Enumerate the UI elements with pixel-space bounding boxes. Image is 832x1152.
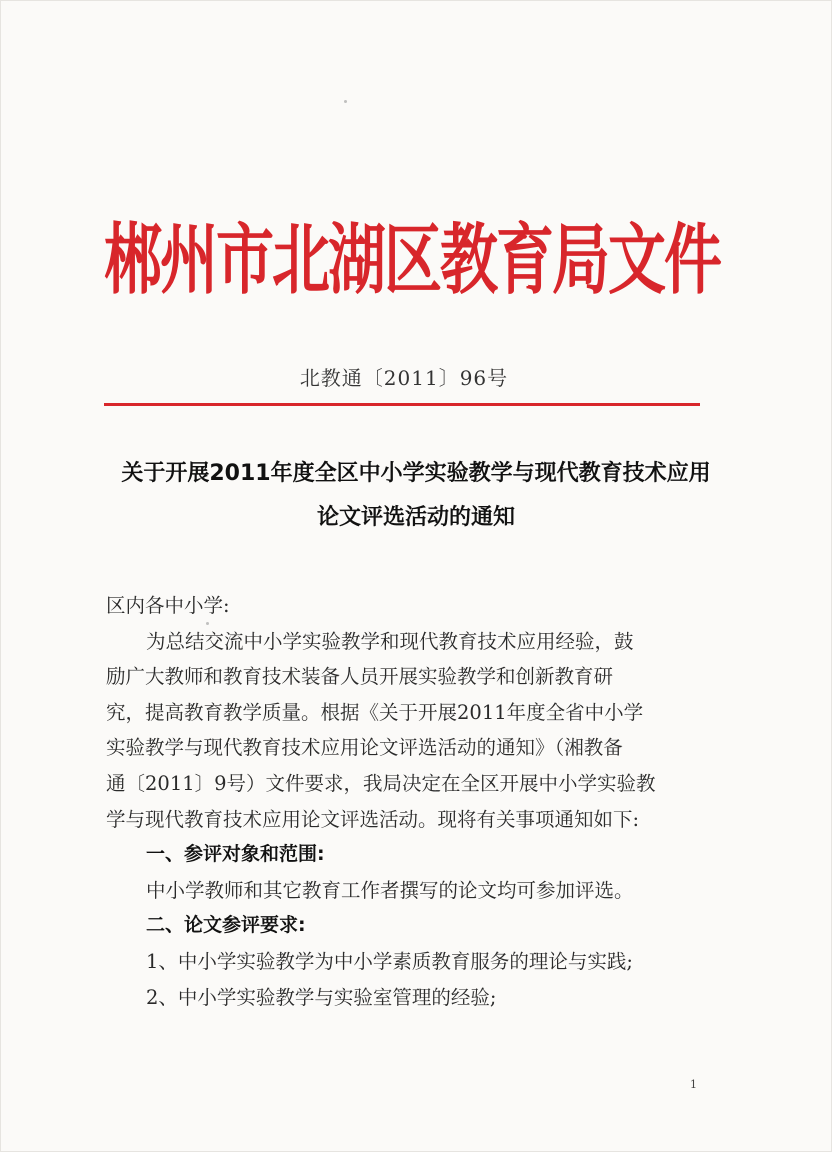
section-heading: 一、参评对象和范围: [146, 843, 325, 866]
section-heading: 二、论文参评要求: [146, 914, 306, 937]
paragraph-line: 通〔2011〕9号）文件要求，我局决定在全区开展中小学实验教 [106, 771, 656, 795]
notice-title [80, 452, 752, 540]
list-item: 1、中小学实验教学为中小学素质教育服务的理论与实践; [146, 949, 633, 973]
page-number: 1 [690, 1078, 697, 1091]
notice-body [106, 588, 706, 1015]
list-item: 2、中小学实验教学与实验室管理的经验; [146, 985, 497, 1009]
paper-speck [344, 100, 347, 103]
paragraph-line: 究，提高教育教学质量。根据《关于开展2011年度全省中小学 [106, 700, 644, 724]
issuing-authority-header: 郴州市北湖区教育局文件 [104, 215, 721, 305]
paragraph-line: 为总结交流中小学实验教学和现代教育技术应用经验，鼓 [146, 629, 634, 653]
paragraph-line: 励广大教师和教育技术装备人员开展实验教学和创新教育研 [106, 665, 614, 689]
section-text: 中小学教师和其它教育工作者撰写的论文均可参加评选。 [146, 878, 634, 902]
notice-title-line: 关于开展2011年度全区中小学实验教学与现代教育技术应用 [121, 461, 711, 486]
salutation: 区内各中小学: [106, 594, 230, 617]
red-separator-line [104, 403, 700, 406]
document-number: 北教通〔2011〕96号 [299, 366, 509, 390]
paragraph-line: 实验教学与现代教育技术应用论文评选活动的通知》（湘教备 [106, 736, 623, 760]
paragraph-line: 学与现代教育技术应用论文评选活动。现将有关事项通知如下: [106, 807, 640, 831]
notice-title-line: 论文评选活动的通知 [316, 505, 515, 530]
